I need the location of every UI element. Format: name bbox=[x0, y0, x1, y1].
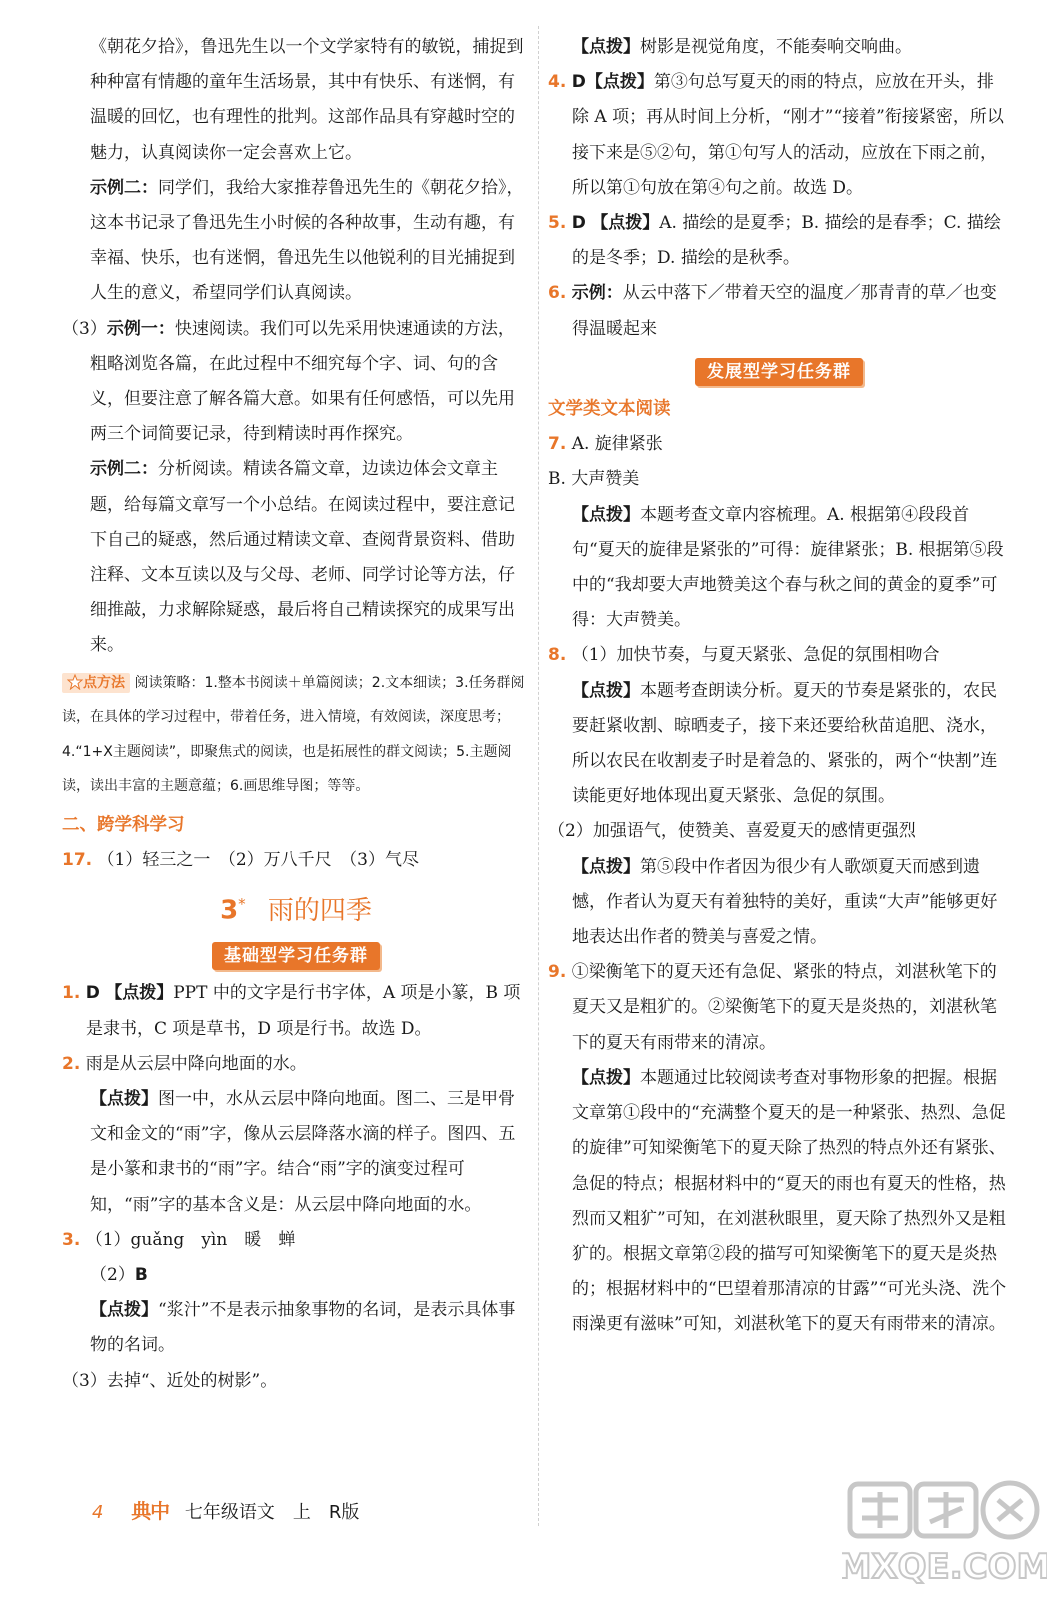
hint-text: 本题考查朗读分析。夏天的节奏是紧张的，农民要赶紧收割、晾晒麦子，接下来还要给秋苗追肥、浇水，所以农民在收割麦子时是着急的、紧张的，两个“快割”连读能更好地体现出夏天紧张、急促的氛围。 bbox=[572, 680, 998, 807]
q8-part2: （2）加强语气，使赞美、喜爱夏天的感情更强烈 bbox=[548, 821, 916, 842]
hint-tag: 【点拨】 bbox=[90, 1300, 158, 1321]
hint-text: 图一中，水从云层中降向地面。图二、三是甲骨文和金文的“雨”字，像从云层降落水滴的样子。图四、五是小篆和隶书的“雨”字。结合“雨”字的演变过程可知，“雨”字的基本含义是：从云层中降向地面的水。 bbox=[90, 1088, 516, 1215]
method-badge-label: 点方法 bbox=[83, 674, 125, 691]
hint-tag: 【点拨】 bbox=[105, 983, 174, 1004]
question-number: 17. bbox=[62, 850, 93, 871]
q4 bbox=[548, 65, 1010, 206]
hint-text: A. 描绘的是夏季；B. 描绘的是春季；C. 描绘的是冬季；D. 描绘的是秋季。 bbox=[572, 213, 1001, 269]
q3-hint bbox=[62, 1293, 530, 1363]
answer-letter: B bbox=[134, 1264, 148, 1285]
hint-tag: 【点拨】 bbox=[572, 1067, 640, 1088]
question-number: 7. bbox=[548, 434, 567, 455]
q9-hint bbox=[548, 1061, 1010, 1343]
book-title: 七年级语文 上 R版 bbox=[184, 1502, 360, 1523]
question-number: 8. bbox=[548, 645, 567, 666]
q3-example-two bbox=[62, 452, 530, 663]
question-number: 1. bbox=[62, 983, 81, 1004]
hint-tag: 【点拨】 bbox=[572, 37, 640, 57]
question-number: 6. bbox=[548, 283, 567, 304]
hint-tag: 【点拨】 bbox=[572, 680, 640, 701]
brand-logo: 典中 bbox=[131, 1499, 170, 1523]
example-text: 快速阅读。我们可以先采用快速通读的方法，粗略浏览各篇，在此过程中不细究每个字、词、句的含义，但要注意了解各篇大意。如果有任何感悟，可以先用两三个词简要记录，待到精读时再作探究。 bbox=[90, 318, 515, 445]
question-number: 5. bbox=[548, 213, 567, 234]
lesson-star: * bbox=[238, 895, 246, 914]
star-icon bbox=[67, 674, 83, 690]
method-note bbox=[62, 666, 530, 804]
watermark-text: MXQE.COM bbox=[842, 1547, 1047, 1587]
q3-hint-continued bbox=[548, 30, 1010, 65]
q9 bbox=[548, 955, 1010, 1061]
hint-text: PPT 中的文字是行书字体，A 项是小篆，B 项是隶书，C 项是草书，D 项是行书。故选 D。 bbox=[86, 983, 521, 1039]
q7-hint bbox=[548, 498, 1010, 639]
hint-text: “浆汁”不是表示抽象事物的名词，是表示具体事物的名词。 bbox=[90, 1300, 516, 1356]
q3-part3: （3）去掉“、近处的树影”。 bbox=[62, 1370, 278, 1391]
hint-text: 本题考查文章内容梳理。A. 根据第④段段首句“夏天的旋律是紧张的”可得：旋律紧张；B. 根据第⑤段中的“我却要大声地赞美这个春与秋之间的黄金的夏季”可得：大声赞美。 bbox=[572, 504, 1004, 631]
q8-part2-hint bbox=[548, 850, 1010, 956]
q5 bbox=[548, 206, 1010, 276]
example-label: 示例二： bbox=[90, 177, 158, 198]
part-number: （2） bbox=[90, 1264, 135, 1285]
q3-example-one bbox=[62, 312, 530, 453]
q2 bbox=[62, 1047, 530, 1082]
q7a bbox=[548, 427, 1010, 462]
hint-text: 树影是视觉角度，不能奏响交响曲。 bbox=[640, 37, 912, 57]
q2-hint bbox=[62, 1082, 530, 1223]
intro-paragraph: 《朝花夕拾》，鲁迅先生以一个文学家特有的敏锐，捕捉到种种富有情趣的童年生活场景，其中有快乐、有迷惘，有温暖的回忆，也有理性的批判。这部作品具有穿越时空的魅力，认真阅读你一定会喜欢上它。 bbox=[90, 37, 524, 163]
method-text: 阅读策略：1.整本书阅读＋单篇阅读；2.文本细读；3.任务群阅读，在具体的学习过程中，带着任务，进入情境，有效阅读，深度思考；4.“1+X主题阅读”，即聚焦式的阅读，也是拓展性的群文阅读；5.主题阅读，读出丰富的主题意蕴；6.画思维导图；等等。 bbox=[62, 674, 525, 795]
q6 bbox=[548, 276, 1010, 346]
lesson-name: 雨的四季 bbox=[267, 896, 372, 927]
example-label: 示例二： bbox=[90, 459, 158, 480]
watermark-logo-icon bbox=[842, 1478, 1047, 1588]
example-label: 示例： bbox=[571, 283, 623, 304]
left-column bbox=[62, 30, 530, 1399]
example-label: 示例一： bbox=[106, 318, 175, 339]
hint-text: 本题通过比较阅读考查对事物形象的把握。根据文章第①段中的“充满整个夏天的是一种紧张、热烈、急促的旋律”可知梁衡笔下的夏天除了热烈的特点外还有紧张、急促的特点；根据材料中的“夏天的雨也有夏天的性格，热烈而又粗犷”可知，在刘湛秋眼里，夏天除了热烈外又是粗犷的。根据文章第②段的描写可知梁衡笔下的夏天是炎热的；根据材料中的“巴望着那清凉的甘露”“可光头浇、洗个雨澡更有滋味”可知，刘湛秋笔下的夏天有雨带来的清凉。 bbox=[572, 1067, 1007, 1335]
answer-letter: D bbox=[571, 213, 586, 234]
answer-text: A. 旋律紧张 bbox=[571, 434, 663, 455]
q3-number: （3） bbox=[62, 318, 107, 339]
watermark bbox=[842, 1478, 1047, 1588]
answer-text: ①梁衡笔下的夏天还有急促、紧张的特点，刘湛秋笔下的夏天又是粗犷的。②梁衡笔下的夏天是炎热的，刘湛秋笔下的夏天有雨带来的清凉。 bbox=[571, 962, 997, 1053]
hint-text: 第③句总写夏天的雨的特点，应放在开头，排除 A 项；再从时间上分析，“刚才”“接着”衔接紧密，所以接下来是⑤②句，第①句写人的活动，应放在下雨之前，所以第①句放在第④句之前。故选 D。 bbox=[572, 72, 1004, 198]
question-number: 9. bbox=[548, 962, 567, 983]
section-banner: 发展型学习任务群 bbox=[695, 358, 863, 386]
answer-letter: D bbox=[571, 72, 586, 93]
hint-text: 第⑤段中作者因为很少有人歌颂夏天而感到遗憾，作者认为夏天有着独特的美好，重读“大声”能够更好地表达出作者的赞美与喜爱之情。 bbox=[572, 856, 998, 948]
answer-text: 从云中落下／带着天空的温度／那青青的草／也变得温暖起来 bbox=[572, 283, 997, 339]
method-badge bbox=[62, 673, 130, 693]
q3 bbox=[62, 1223, 530, 1258]
q8-part1-hint bbox=[548, 674, 1010, 815]
hint-tag: 【点拨】 bbox=[572, 856, 640, 877]
column-divider bbox=[538, 26, 540, 1526]
example-text: 分析阅读。精读各篇文章，边读边体会文章主题，给每篇文章写一个小总结。在阅读过程中，要注意记下自己的疑惑，然后通过精读文章、查阅背景资料、借助注释、文本互读以及与父母、老师、同学讨论等方法，仔细推敲，力求解除疑惑，最后将自己精读探究的成果写出来。 bbox=[90, 459, 515, 656]
example-text: 同学们，我给大家推荐鲁迅先生的《朝花夕拾》，这本书记录了鲁迅先生小时候的各种故事，生动有趣，有幸福、快乐，也有迷惘，鲁迅先生以他锐利的目光捕捉到人生的意义，希望同学们认真阅读。 bbox=[90, 177, 524, 304]
answer-text: （1）加快节奏，与夏天紧张、急促的氛围相吻合 bbox=[571, 645, 940, 666]
q1 bbox=[62, 976, 530, 1046]
example-two bbox=[62, 171, 530, 312]
question-number: 4. bbox=[548, 72, 567, 93]
section-banner: 基础型学习任务群 bbox=[212, 942, 380, 970]
q17-answer: （1）轻三之一 （2）万八千尺 （3）气尽 bbox=[97, 850, 419, 871]
q8-part1 bbox=[548, 638, 1010, 673]
subsection-heading: 文学类文本阅读 bbox=[548, 399, 671, 420]
question-number: 2. bbox=[62, 1053, 81, 1074]
hint-tag: 【点拨】 bbox=[90, 1088, 158, 1109]
q3-part2 bbox=[62, 1258, 530, 1293]
page-number: 4 bbox=[92, 1502, 104, 1523]
answer-text: （1）guǎng yìn 暖 蝉 bbox=[85, 1229, 296, 1250]
q7b: B. 大声赞美 bbox=[548, 469, 640, 490]
hint-tag: 【点拨】 bbox=[591, 213, 660, 234]
question-number: 3. bbox=[62, 1229, 81, 1250]
hint-tag: 【点拨】 bbox=[585, 72, 654, 93]
banner-wrap bbox=[62, 939, 530, 974]
answer-text: 雨是从云层中降向地面的水。 bbox=[85, 1053, 307, 1074]
banner-wrap bbox=[548, 355, 1010, 390]
hint-tag: 【点拨】 bbox=[572, 504, 640, 525]
section-heading: 二、跨学科学习 bbox=[62, 815, 185, 836]
page-footer bbox=[92, 1495, 359, 1524]
lesson-number: 3 bbox=[220, 896, 239, 927]
lesson-title bbox=[62, 880, 530, 935]
answer-letter: D bbox=[85, 983, 100, 1004]
right-column bbox=[548, 30, 1010, 1343]
q17 bbox=[62, 843, 530, 878]
